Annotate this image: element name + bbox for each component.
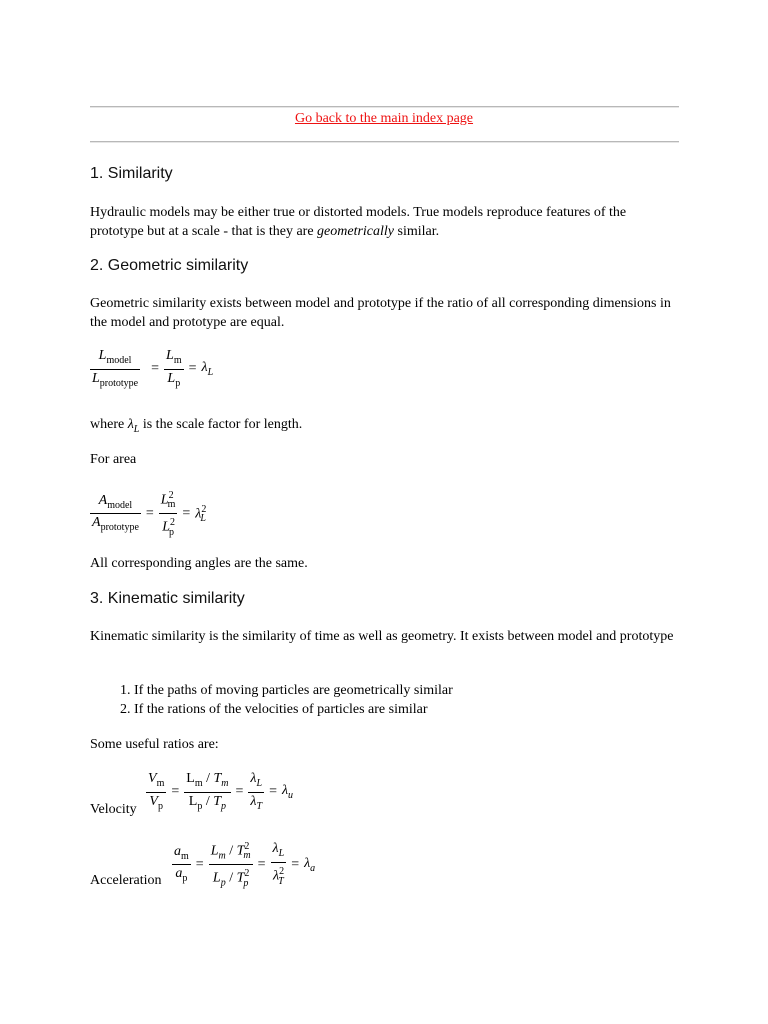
similarity-paragraph [90,203,680,241]
eq1-lhs-fraction: $\frac{L_{model}}{L_{prototype}}$ [92,348,139,389]
eq2-mid-fraction: $\frac{L^2_m}{L^2_p}$ [160,490,176,538]
kinematic-conditions-list [90,681,680,719]
where-scale-factor-text: where $\lambda_L$ is the scale factor for length. [90,417,303,435]
top-divider [90,106,679,108]
equation-area-ratio: $\frac{A_{model}}{A_{prototype}}$ = $\frac{L^2_m}{L^2_p}$ = $\lambda^2_L$ [90,487,206,541]
list-item: 1. If the paths of moving particles are geometrically similar [134,681,680,700]
geometric-paragraph: Geometric similarity exists between model and prototype if the ratio of all corresponding dimensions in the model and prototype are equal. [90,296,671,330]
list-item: 2. If the rations of the velocities of particles are similar [134,700,680,719]
velocity-lambda-fraction: $\frac{\lambda_L}{\lambda_T}$ [250,771,263,812]
acceleration-mid-fraction: $\frac{L_m / T^2_m}{L_p / T^2_p}$ [210,841,251,889]
acceleration-lambda-fraction: $\frac{\lambda_L}{\lambda^2_T}$ [272,841,285,887]
useful-ratios-text: Some useful ratios are: [90,737,219,752]
similarity-text-a: Hydraulic models may be either true or distorted models. True models reproduce features of the prototype but at a scale - that is they are [90,205,627,239]
eq2-lhs-fraction: $\frac{A_{model}}{A_{prototype}}$ [92,492,139,534]
bottom-divider [90,141,679,143]
velocity-mid-fraction: $\frac{L_m / T_m}{L_p / T_p}$ [186,771,229,812]
similarity-text-b: similar. [394,224,440,239]
back-link-container [0,111,768,127]
angles-text: All corresponding angles are the same. [90,556,308,571]
velocity-lhs-fraction: $\frac{V_m}{V_p}$ [148,771,165,812]
heading-geometric-similarity: 2. Geometric similarity [90,257,249,274]
for-area-text: For area [90,452,137,467]
equation-length-ratio: $\frac{L_{model}}{L_{prototype}}$ = $\frac{L_m}{L_p}$ = $\lambda_L$ [90,347,213,392]
equation-acceleration-ratio: $\frac{a_m}{a_p}$ = $\frac{L_m / T^2_m}{L_p / T^2_p}$ = $\frac{\lambda_L}{\lambda^2_T}$ = $\lambda_a$ [172,838,315,892]
eq1-mid-fraction: $\frac{L_m}{L_p}$ [166,348,182,389]
equation-velocity-ratio: $\frac{V_m}{V_p}$ = $\frac{L_m / T_m}{L_p / T_p}$ = $\frac{\lambda_L}{\lambda_T}$ = $\lambda_u$ [146,770,293,815]
similarity-emphasis: geometrically [317,224,395,239]
acceleration-lhs-fraction: $\frac{a_m}{a_p}$ [174,843,189,885]
acceleration-label: Acceleration [90,873,162,888]
heading-kinematic-similarity: 3. Kinematic similarity [90,590,245,607]
velocity-label: Velocity [90,802,137,817]
back-to-index-link[interactable]: Go back to the main index page [294,111,474,126]
heading-similarity: 1. Similarity [90,165,173,182]
kinematic-paragraph: Kinematic similarity is the similarity of time as well as geometry. It exists between model and prototype [90,629,674,644]
